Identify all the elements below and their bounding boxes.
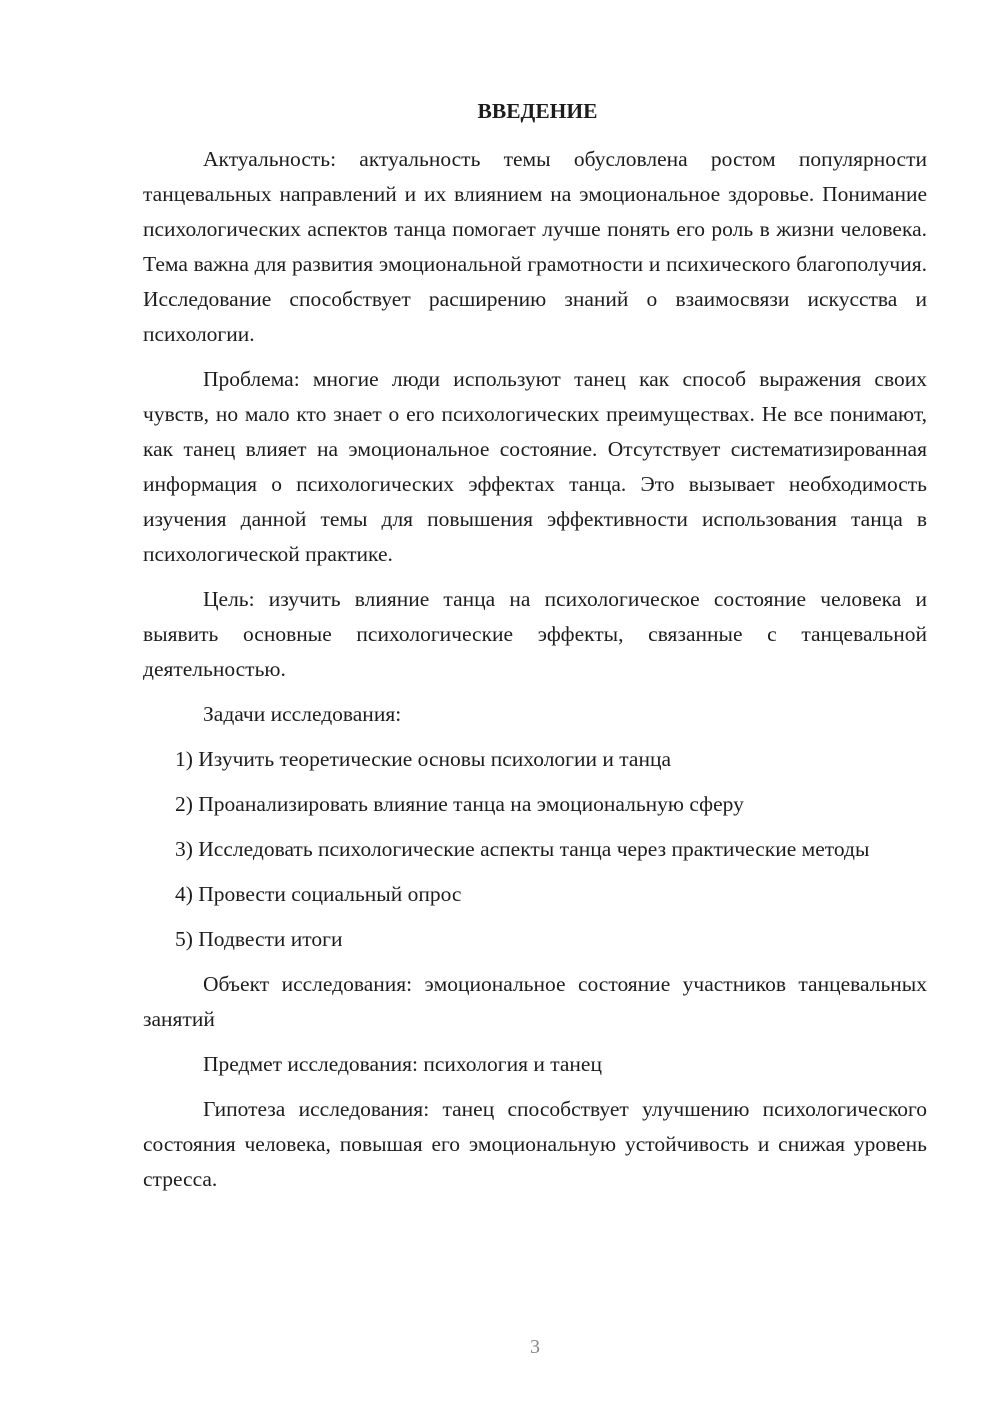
tasks-heading: Задачи исследования:: [203, 702, 402, 726]
list-item: 3) Исследовать психологические аспекты танца через практические методы: [175, 837, 870, 861]
paragraph-object: Объект исследования: эмоциональное состояние участников танцевальных занятий: [143, 972, 927, 1031]
paragraph-problem: Проблема: многие люди используют танец как способ выражения своих чувств, но мало кто знает о его психологических преимуществах. Не все понимают, как танец влияет на эмоциональное состояние. Отсутствует систематизированная информация о психологических эффектах танца. Это вызывает необходимость изучения данной темы для повышения эффективности использования танца в психологической практике.: [143, 367, 927, 566]
page-number: 3: [530, 1336, 540, 1358]
paragraph-subject: Предмет исследования: психология и танец: [203, 1052, 602, 1076]
paragraph-goal: Цель: изучить влияние танца на психологическое состояние человека и выявить основные психологические эффекты, связанные с танцевальной деятельностью.: [143, 587, 927, 681]
paragraph-relevance: Актуальность: актуальность темы обусловлена ростом популярности танцевальных направлений и их влиянием на эмоциональное здоровье. Понимание психологических аспектов танца помогает лучше понять его роль в жизни человека. Тема важна для развития эмоциональной грамотности и психического благополучия. Исследование способствует расширению знаний о взаимосвязи искусства и психологии.: [143, 147, 927, 346]
list-item: 1) Изучить теоретические основы психологии и танца: [175, 747, 672, 771]
tasks-list: [143, 742, 927, 957]
paragraph-hypothesis: Гипотеза исследования: танец способствует улучшению психологического состояния человека, повышая его эмоциональную устойчивость и снижая уровень стресса.: [143, 1097, 927, 1191]
list-item: 4) Провести социальный опрос: [175, 882, 462, 906]
list-item: 2) Проанализировать влияние танца на эмоциональную сферу: [175, 792, 744, 816]
section-title: ВВЕДЕНИЕ: [477, 99, 598, 123]
list-item: 5) Подвести итоги: [175, 927, 343, 951]
